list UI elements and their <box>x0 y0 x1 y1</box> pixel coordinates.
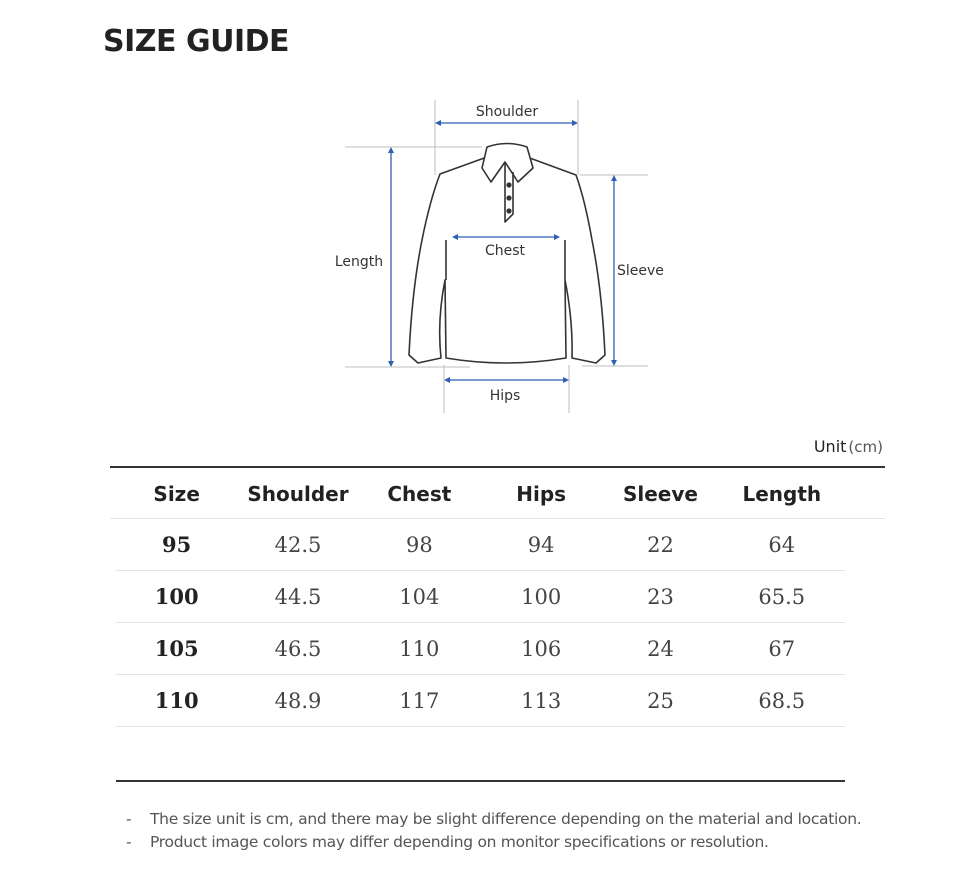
shoulder-cell: 48.9 <box>237 675 358 727</box>
header-size: Size <box>153 481 200 506</box>
shoulder-label: Shoulder <box>475 104 539 120</box>
header-chest: Chest <box>387 481 452 506</box>
header-shoulder: Shoulder <box>247 481 349 506</box>
size-table <box>116 468 845 727</box>
note-item <box>126 831 861 854</box>
sleeve-cell: 25 <box>602 675 718 727</box>
hips-label: Hips <box>489 388 521 404</box>
unit-label: Unit <box>813 437 847 456</box>
chest-cell: 104 <box>359 571 480 623</box>
sleeve-cell: 23 <box>602 571 718 623</box>
note-bullet: - <box>126 833 132 851</box>
hips-cell: 106 <box>480 623 602 675</box>
notes-list <box>126 808 861 854</box>
size-cell: 105 <box>116 623 237 675</box>
header-hips: Hips <box>516 481 567 506</box>
length-cell: 64 <box>719 519 845 571</box>
note-text: Product image colors may differ depending on monitor specifications or resolution. <box>150 833 769 851</box>
hips-cell: 113 <box>480 675 602 727</box>
hips-cell: 94 <box>480 519 602 571</box>
table-header-row <box>116 468 845 519</box>
shoulder-cell: 46.5 <box>237 623 358 675</box>
length-cell: 65.5 <box>719 571 845 623</box>
sleeve-cell: 24 <box>602 623 718 675</box>
size-cell: 100 <box>116 571 237 623</box>
shoulder-cell: 44.5 <box>237 571 358 623</box>
chest-label: Chest <box>484 243 526 259</box>
unit-indicator <box>814 437 883 456</box>
table-row <box>116 623 845 675</box>
length-cell: 67 <box>719 623 845 675</box>
shirt-measurement-diagram <box>0 0 960 430</box>
header-length: Length <box>742 481 822 506</box>
table-bottom-rule <box>116 780 845 782</box>
note-item <box>126 808 861 831</box>
note-bullet: - <box>126 810 132 828</box>
length-label: Length <box>334 254 384 270</box>
chest-cell: 117 <box>359 675 480 727</box>
chest-cell: 110 <box>359 623 480 675</box>
page-title: SIZE GUIDE <box>103 24 290 59</box>
unit-value: (cm) <box>848 438 883 456</box>
sleeve-label: Sleeve <box>617 263 664 279</box>
chest-cell: 98 <box>359 519 480 571</box>
hips-cell: 100 <box>480 571 602 623</box>
table-row <box>116 571 845 623</box>
note-text: The size unit is cm, and there may be slight difference depending on the material and location. <box>150 810 862 828</box>
size-cell: 95 <box>116 519 237 571</box>
table-row <box>116 519 845 571</box>
length-cell: 68.5 <box>719 675 845 727</box>
table-row <box>116 675 845 727</box>
size-cell: 110 <box>116 675 237 727</box>
shoulder-cell: 42.5 <box>237 519 358 571</box>
sleeve-cell: 22 <box>602 519 718 571</box>
header-sleeve: Sleeve <box>622 481 698 506</box>
